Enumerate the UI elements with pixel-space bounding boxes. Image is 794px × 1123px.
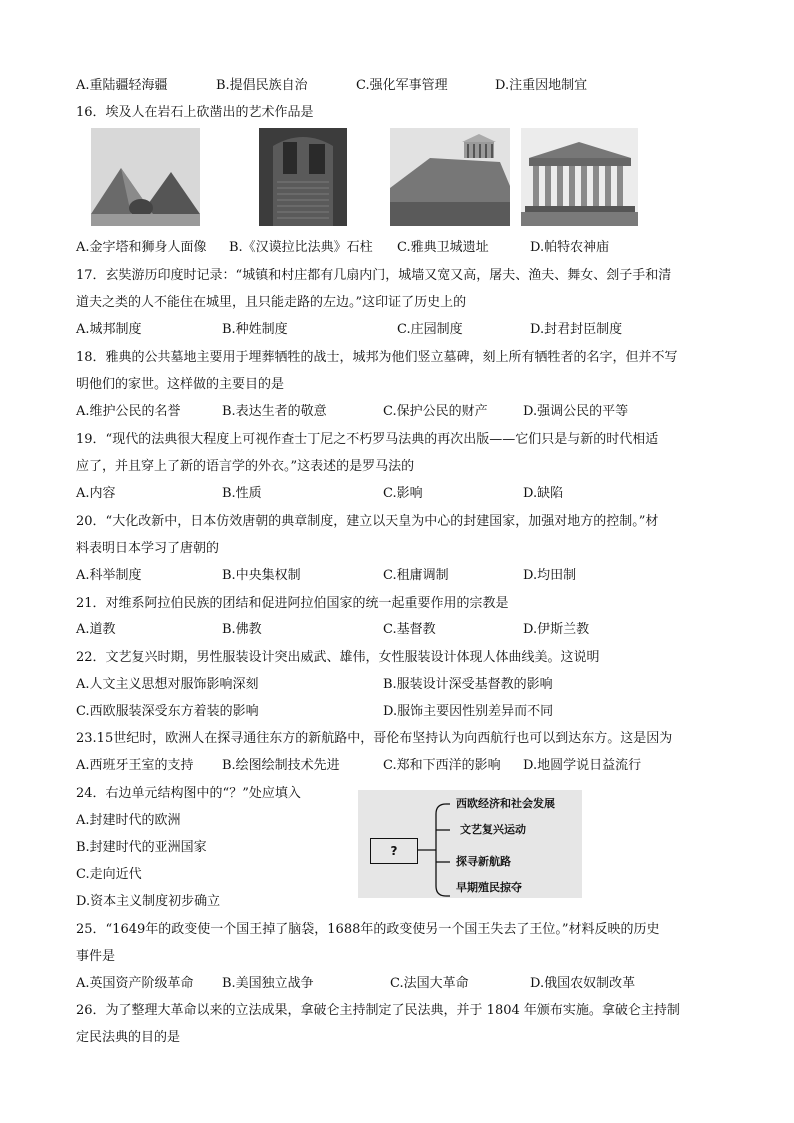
q15-option-d: D.注重因地制宜	[495, 78, 588, 93]
q18-option-d: D.强调公民的平等	[523, 404, 629, 419]
q24-option-c: C.走向近代	[76, 867, 142, 882]
q25-option-b: B.美国独立战争	[222, 976, 314, 991]
q20-stem-line2: 料表明日本学习了唐朝的	[76, 541, 220, 556]
q20-option-d: D.均田制	[523, 568, 577, 583]
q23-option-c: C.郑和下西洋的影响	[383, 758, 501, 773]
q21-stem: 21．对维系阿拉伯民族的团结和促进阿拉伯国家的统一起重要作用的宗教是	[76, 596, 509, 611]
q15-option-a: A.重陆疆轻海疆	[76, 78, 168, 93]
q22-stem: 22．文艺复兴时期，男性服装设计突出威武、雄伟，女性服装设计体现人体曲线美。这说明	[76, 650, 600, 665]
q20-stem-line1: 20．“大化改新中，日本仿效唐朝的典章制度，建立以天皇为中心的封建国家，加强对地方的控制。”材	[76, 514, 659, 529]
q22-option-b: B.服装设计深受基督教的影响	[383, 677, 553, 692]
pyramids-sphinx-photo	[91, 128, 200, 226]
q26-stem-line2: 定民法典的目的是	[76, 1030, 181, 1045]
q23-stem: 23.15世纪时，欧洲人在探寻通往东方的新航路中，哥伦布坚持认为向西航行也可以到达东方。这是因为	[76, 731, 673, 746]
q17-option-d: D.封君封臣制度	[530, 322, 623, 337]
q16-option-b: B.《汉谟拉比法典》石柱	[229, 240, 373, 255]
q19-option-b: B.性质	[222, 486, 262, 501]
q20-option-a: A.科举制度	[76, 568, 142, 583]
q19-option-d: D.缺陷	[523, 486, 564, 501]
diagram-branch-2: 文艺复兴运动	[460, 823, 526, 836]
q17-option-c: C.庄园制度	[397, 322, 463, 337]
q25-stem-line1: 25．“1649年的政变使一个国王掉了脑袋，1688年的政变使另一个国王失去了王位。”材料反映的历史	[76, 922, 660, 937]
q19-option-c: C.影响	[383, 486, 423, 501]
q23-option-d: D.地圆学说日益流行	[523, 758, 642, 773]
q17-stem-line1: 17．玄奘游历印度时记录：“城镇和村庄都有几扇内门，城墙又宽又高，屠夫、渔夫、舞女、刽子手和清	[76, 268, 672, 283]
q20-option-b: B.中央集权制	[222, 568, 301, 583]
q24-option-a: A.封建时代的欧洲	[76, 813, 181, 828]
q17-option-b: B.种姓制度	[222, 322, 288, 337]
q21-option-a: A.道教	[76, 622, 116, 637]
q21-option-d: D.伊斯兰教	[523, 622, 590, 637]
q18-option-c: C.保护公民的财产	[383, 404, 488, 419]
q22-option-d: D.服饰主要因性别差异而不同	[383, 704, 554, 719]
athens-acropolis-photo	[390, 128, 510, 226]
q25-option-c: C.法国大革命	[390, 976, 469, 991]
q16-option-a: A.金字塔和狮身人面像	[76, 240, 207, 255]
unit-structure-diagram	[358, 790, 582, 898]
q21-option-c: C.基督教	[383, 622, 436, 637]
q25-option-a: A.英国资产阶级革命	[76, 976, 194, 991]
q16-stem: 16．埃及人在岩石上砍凿出的艺术作品是	[76, 105, 314, 120]
q23-option-b: B.绘图绘制技术先进	[222, 758, 340, 773]
q16-option-d: D.帕特农神庙	[530, 240, 610, 255]
q17-option-a: A.城邦制度	[76, 322, 142, 337]
q19-stem-line2: 应了，并且穿上了新的语言学的外衣。”这表述的是罗马法的	[76, 459, 415, 474]
q20-option-c: C.租庸调制	[383, 568, 449, 583]
q22-option-c: C.西欧服装深受东方着装的影响	[76, 704, 259, 719]
diagram-branch-3: 探寻新航路	[456, 855, 511, 868]
q24-option-d: D.资本主义制度初步确立	[76, 894, 221, 909]
q18-stem-line1: 18．雅典的公共墓地主要用于埋葬牺牲的战士，城邦为他们竖立墓碑，刻上所有牺牲者的名字，但并不写	[76, 350, 678, 365]
q25-option-d: D.俄国农奴制改革	[530, 976, 636, 991]
q24-stem: 24．右边单元结构图中的“？”处应填入	[76, 786, 301, 801]
q15-option-c: C.强化军事管理	[356, 78, 448, 93]
q19-option-a: A.内容	[76, 486, 116, 501]
diagram-question-box: ?	[370, 838, 418, 864]
q18-option-a: A.维护公民的名誉	[76, 404, 181, 419]
q19-stem-line1: 19．“现代的法典很大程度上可视作查士丁尼之不朽罗马法典的再次出版——它们只是与新的时代相适	[76, 432, 659, 447]
q18-option-b: B.表达生者的敬意	[222, 404, 327, 419]
parthenon-photo	[521, 128, 638, 226]
q26-stem-line1: 26．为了整理大革命以来的立法成果，拿破仑主持制定了民法典，并于 1804 年颁布实施。拿破仑主持制	[76, 1003, 680, 1018]
diagram-branch-1: 西欧经济和社会发展	[456, 797, 555, 810]
q23-option-a: A.西班牙王室的支持	[76, 758, 194, 773]
q17-stem-line2: 道夫之类的人不能住在城里，且只能走路的左边。”这印证了历史上的	[76, 295, 467, 310]
q15-option-b: B.提倡民族自治	[216, 78, 308, 93]
q18-stem-line2: 明他们的家世。这样做的主要目的是	[76, 377, 285, 392]
q24-option-b: B.封建时代的亚洲国家	[76, 840, 207, 855]
hammurabi-stele-photo	[259, 128, 347, 226]
q16-option-c: C.雅典卫城遗址	[397, 240, 489, 255]
q22-option-a: A.人文主义思想对服饰影响深刻	[76, 677, 259, 692]
q25-stem-line2: 事件是	[76, 949, 116, 964]
diagram-branch-4: 早期殖民掠夺	[456, 881, 522, 894]
q21-option-b: B.佛教	[222, 622, 262, 637]
